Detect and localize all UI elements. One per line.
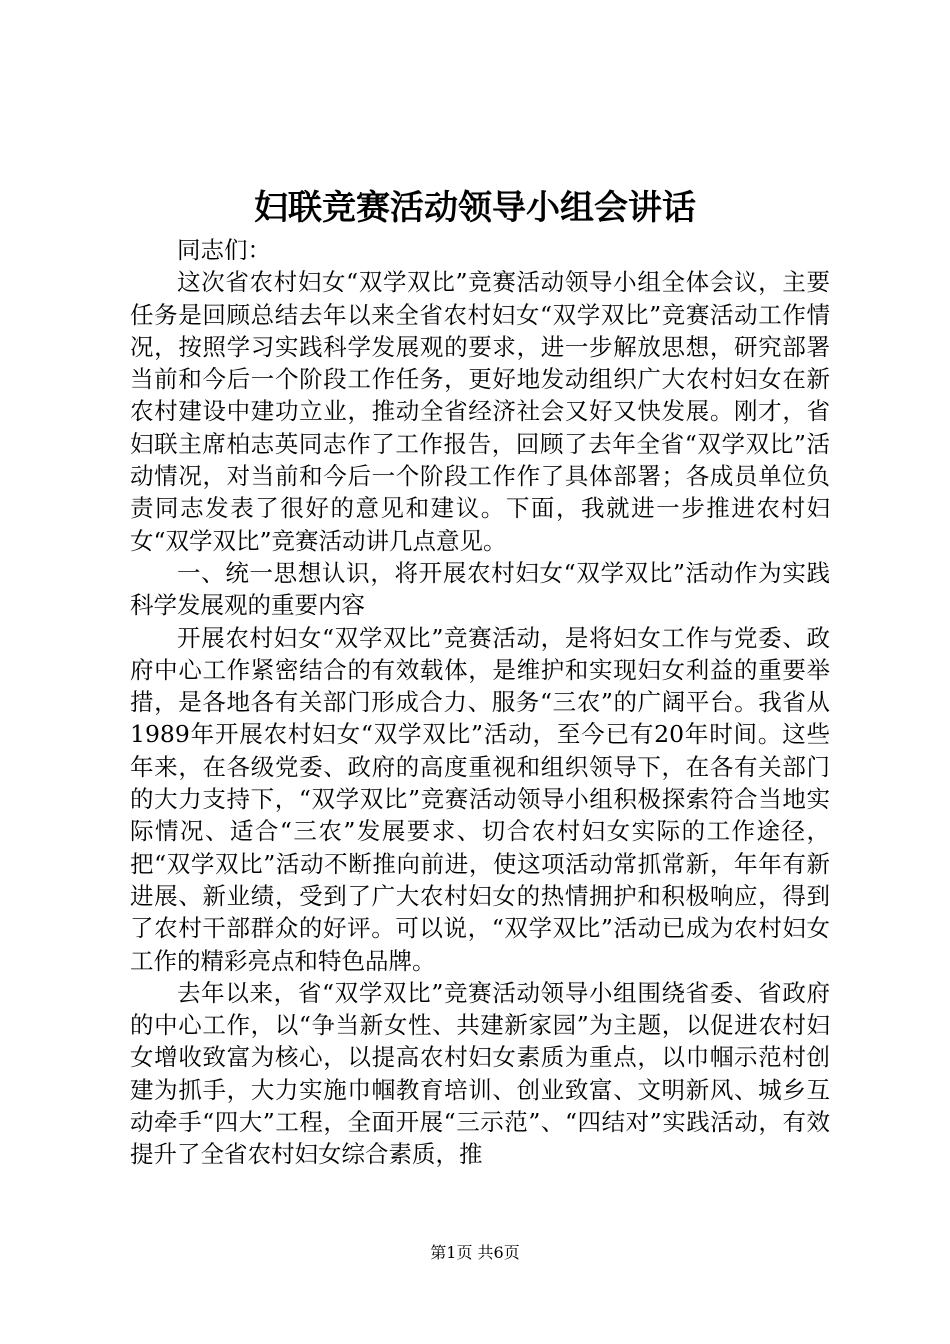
- section-heading-1: 一、统一思想认识，将开展农村妇女“双学双比”活动作为实践科学发展观的重要内容: [130, 558, 830, 620]
- document-body: [130, 234, 830, 1171]
- intro-paragraph: 这次省农村妇女“双学双比”竞赛活动领导小组全体会议，主要任务是回顾总结去年以来全省农村妇女“双学双比”竞赛活动工作情况，按照学习实践科学发展观的要求，进一步解放思想，研究部署当前和今后一个阶段工作任务，更好地发动组织广大农村妇女在新农村建设中建功立业，推动全省经济社会又好又快发展。刚才，省妇联主席柏志英同志作了工作报告，回顾了去年全省“双学双比”活动情况，对当前和今后一个阶段工作作了具体部署；各成员单位负责同志发表了很好的意见和建议。下面，我就进一步推进农村妇女“双学双比”竞赛活动讲几点意见。: [130, 268, 830, 555]
- body-paragraph: 开展农村妇女“双学双比”竞赛活动，是将妇女工作与党委、政府中心工作紧密结合的有效载体，是维护和实现妇女利益的重要举措，是各地各有关部门形成合力、服务“三农”的广阔平台。我省从1989年开展农村妇女“双学双比”活动，至今已有20年时间。这些年来，在各级党委、政府的高度重视和组织领导下，在各有关部门的大力支持下，“双学双比”竞赛活动领导小组积极探索符合当地实际情况、适合“三农”发展要求、切合农村妇女实际的工作途径，把“双学双比”活动不断推向前进，使这项活动常抓常新，年年有新进展、新业绩，受到了广大农村妇女的热情拥护和积极响应，得到了农村干部群众的好评。可以说，“双学双比”活动已成为农村妇女工作的精彩亮点和特色品牌。: [130, 623, 830, 975]
- salutation-paragraph: 同志们：: [177, 236, 271, 264]
- page-number-footer: 第1页 共6页: [430, 1243, 520, 1262]
- document-title: 妇联竞赛活动领导小组会讲话: [254, 188, 696, 228]
- body-paragraph: 去年以来，省“双学双比”竞赛活动领导小组围绕省委、省政府的中心工作，以“争当新女性、共建新家园”为主题，以促进农村妇女增收致富为核心，以提高农村妇女素质为重点，以巾帼示范村创建为抓手，大力实施巾帼教育培训、创业致富、文明新风、城乡互动牵手“四大”工程，全面开展“三示范”、“四结对”实践活动，有效提升了全省农村妇女综合素质，推: [130, 978, 830, 1169]
